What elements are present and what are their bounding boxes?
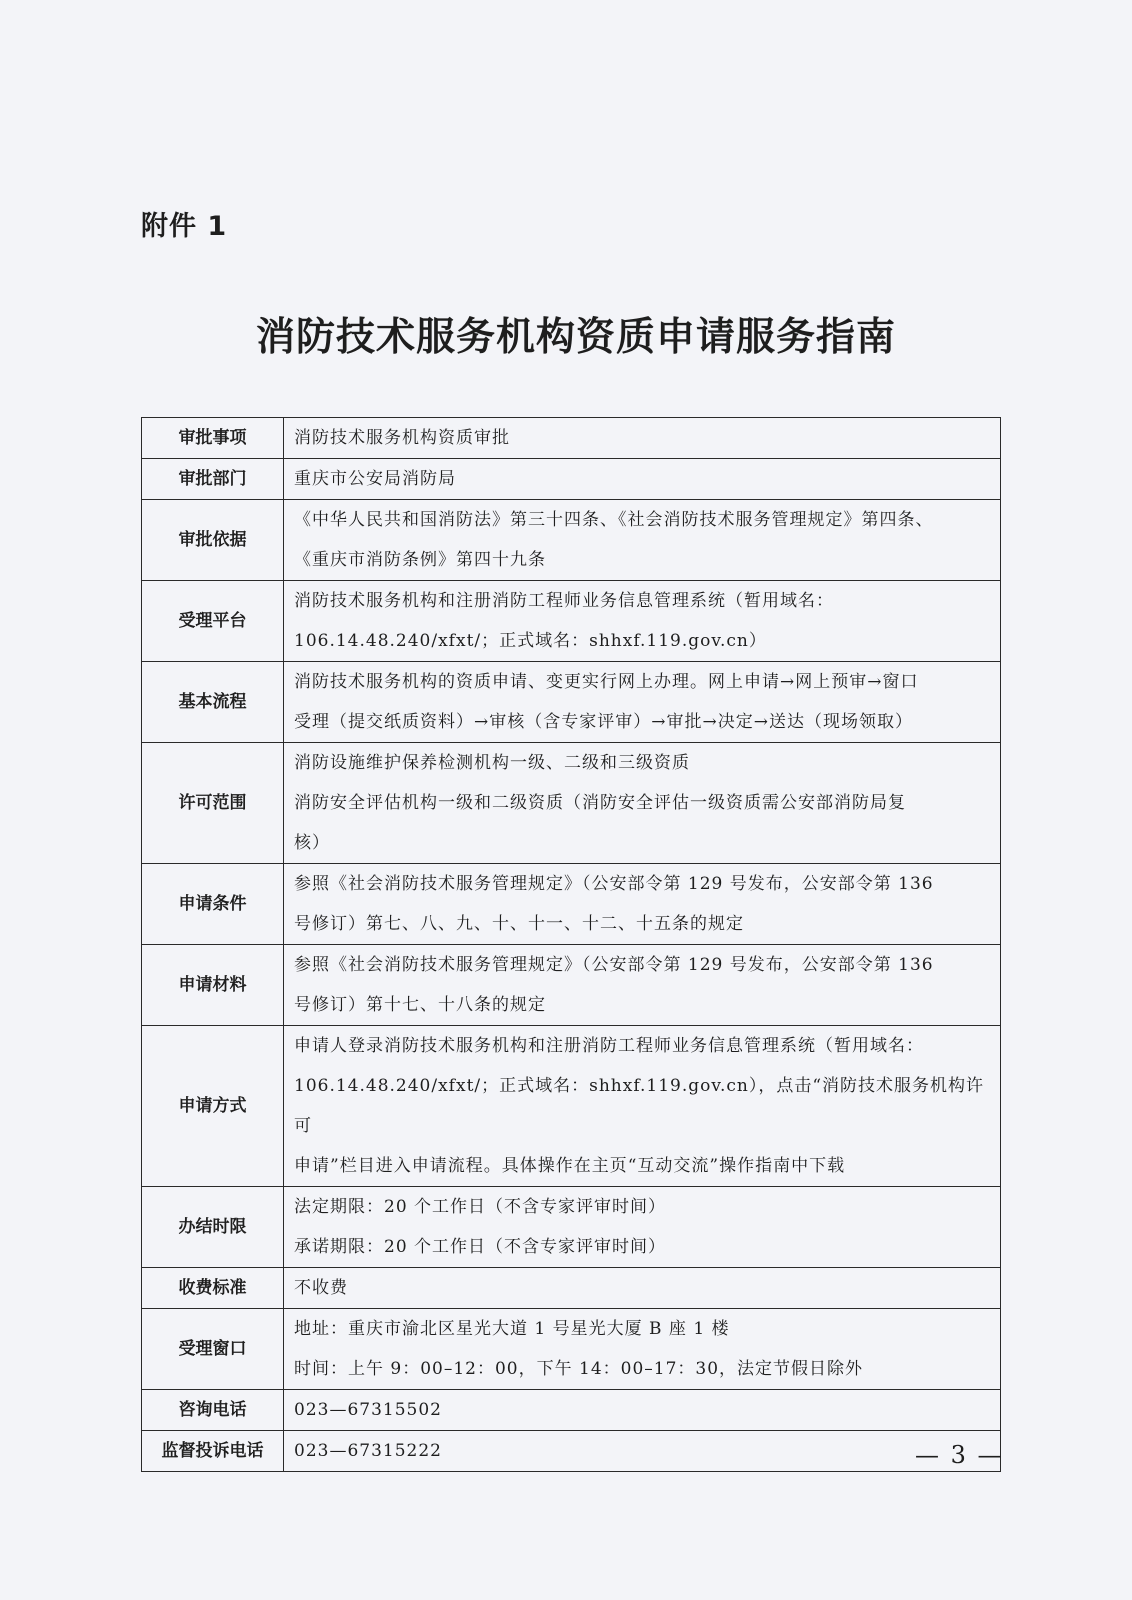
row-label: 基本流程 (142, 662, 284, 743)
row-value (284, 1187, 1001, 1268)
table-row (142, 864, 1001, 945)
value-line: 消防技术服务机构资质审批 (294, 428, 510, 448)
table-row (142, 1187, 1001, 1268)
value-line: 核） (294, 833, 330, 853)
value-line: 消防技术服务机构的资质申请、变更实行网上办理。网上申请→网上预审→窗口 (294, 672, 919, 692)
row-label: 受理平台 (142, 581, 284, 662)
row-label: 审批部门 (142, 459, 284, 500)
row-label: 监督投诉电话 (142, 1431, 284, 1472)
row-label: 申请材料 (142, 945, 284, 1026)
value-line: 《中华人民共和国消防法》第三十四条、《社会消防技术服务管理规定》第四条、 (294, 510, 934, 530)
value-line: 承诺期限：20 个工作日（不含专家评审时间） (294, 1237, 667, 1257)
row-label: 咨询电话 (142, 1390, 284, 1431)
row-label: 审批依据 (142, 500, 284, 581)
table-row (142, 743, 1001, 864)
row-value (284, 1309, 1001, 1390)
value-line: 申请人登录消防技术服务机构和注册消防工程师业务信息管理系统（暂用域名： (294, 1036, 924, 1056)
table-row (142, 418, 1001, 459)
row-value (284, 864, 1001, 945)
value-line: 重庆市公安局消防局 (294, 469, 456, 489)
value-line: 号修订）第十七、十八条的规定 (294, 995, 546, 1015)
value-line: 消防技术服务机构和注册消防工程师业务信息管理系统（暂用域名： (294, 591, 834, 611)
table-row (142, 662, 1001, 743)
table-row (142, 1026, 1001, 1187)
value-line: 消防设施维护保养检测机构一级、二级和三级资质 (294, 753, 690, 773)
row-label: 受理窗口 (142, 1309, 284, 1390)
table-row (142, 1390, 1001, 1431)
row-value (284, 1268, 1001, 1309)
value-line: 106.14.48.240/xfxt/；正式域名：shhxf.119.gov.cn） (294, 631, 767, 651)
value-line: 法定期限：20 个工作日（不含专家评审时间） (294, 1197, 667, 1217)
service-guide-table (141, 417, 1001, 1472)
value-line: 受理（提交纸质资料）→审核（含专家评审）→审批→决定→送达（现场领取） (294, 712, 913, 732)
document-title: 消防技术服务机构资质申请服务指南 (255, 315, 896, 360)
table-row (142, 1268, 1001, 1309)
value-line: 《重庆市消防条例》第四十九条 (294, 550, 546, 570)
value-line: 参照《社会消防技术服务管理规定》（公安部令第 129 号发布，公安部令第 136 (294, 874, 934, 894)
table-row (142, 1309, 1001, 1390)
attachment-label: 附件 1 (141, 211, 228, 242)
table-row (142, 1431, 1001, 1472)
row-value (284, 1431, 1001, 1472)
row-value (284, 459, 1001, 500)
value-line: 地址：重庆市渝北区星光大道 1 号星光大厦 B 座 1 楼 (294, 1319, 730, 1339)
value-line: 不收费 (294, 1278, 348, 1298)
row-label: 办结时限 (142, 1187, 284, 1268)
row-label: 收费标准 (142, 1268, 284, 1309)
table-row (142, 581, 1001, 662)
value-line: 106.14.48.240/xfxt/；正式域名：shhxf.119.gov.cn），点击“消防技术服务机构许可 (294, 1076, 985, 1136)
row-value (284, 945, 1001, 1026)
row-label: 申请方式 (142, 1026, 284, 1187)
table-row (142, 459, 1001, 500)
value-line: 023—67315222 (294, 1441, 442, 1461)
table-row (142, 500, 1001, 581)
row-label: 申请条件 (142, 864, 284, 945)
value-line: 号修订）第七、八、九、十、十一、十二、十五条的规定 (294, 914, 744, 934)
row-value (284, 1026, 1001, 1187)
value-line: 申请”栏目进入申请流程。具体操作在主页“互动交流”操作指南中下载 (294, 1156, 846, 1176)
row-value (284, 418, 1001, 459)
row-label: 许可范围 (142, 743, 284, 864)
row-value (284, 1390, 1001, 1431)
value-line: 时间：上午 9：00–12：00，下午 14：00–17：30，法定节假日除外 (294, 1359, 864, 1379)
row-value (284, 662, 1001, 743)
row-value (284, 500, 1001, 581)
value-line: 023—67315502 (294, 1400, 442, 1420)
page-number: — 3 — (915, 1441, 1004, 1469)
row-label: 审批事项 (142, 418, 284, 459)
row-value (284, 581, 1001, 662)
row-value (284, 743, 1001, 864)
value-line: 消防安全评估机构一级和二级资质（消防安全评估一级资质需公安部消防局复 (294, 793, 906, 813)
value-line: 参照《社会消防技术服务管理规定》（公安部令第 129 号发布，公安部令第 136 (294, 955, 934, 975)
table-row (142, 945, 1001, 1026)
